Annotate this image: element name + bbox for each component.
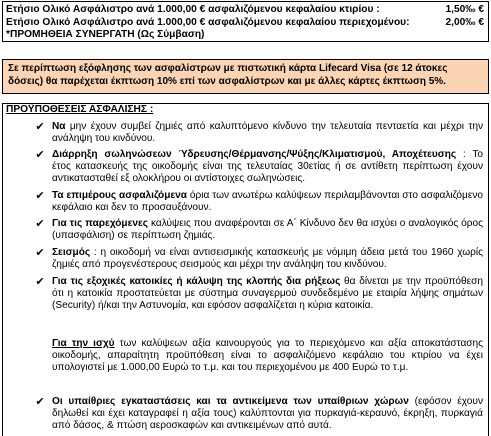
contents-rate-label: Ετήσιο Ολικό Ασφάλιστρο ανά 1.000,00 € ασφαλιζόμενου κεφαλαίου περιεχομένου: (6, 17, 410, 28)
condition-text: Σεισμός : η οικοδομή να είναι αντισεισμικής κατασκευής με νόμιμη άδεια μετά του 1960 χωρίς ζημιές από προγενέστερους σεισμούς και μέχρι την ανάληψη του κινδύνου. (52, 247, 483, 270)
checkmark-icon: ✔ (35, 190, 45, 202)
checkmark-icon: ✔ (35, 218, 45, 230)
lifecard-discount-note: Σε περίπτωση εξόφλησης των ασφαλίστρων με πιστωτική κάρτα Lifecard Visa (σε 12 άτοκες δόσεις) θα παρέχεται έκπτωση 10% επί των ασφαλίστρων και με άλλες κάρτες έκπτωση 5%. (2, 59, 489, 94)
building-rate-row (6, 4, 484, 16)
condition-text: Διάρρηξη σωληνώσεων Ύδρευσης/Θέρμανσης/Ψύξης/Κλιματισμού, Αποχέτευσης : Το έτος κατασκευής της οικοδομής είναι της τελευταίας 30ετίας ή σε αντίθετη περίπτωση έχουν αντικατασταθεί εξ ολοκλήρου οι αντίστοιχες σωληνώσεις. (52, 149, 484, 184)
commission-note: *ΠΡΟΜΗΘΕΙΑ ΣΥΝΕΡΓΑΤΗ (Ως Σύμβαση) (6, 29, 205, 40)
contents-rate-row (6, 17, 484, 29)
condition-text: Για τις παρεχόμενες καλύψεις που αναφέρονται σε Α΄ Κίνδυνο δεν θα ισχύει ο αναλογικός όρος (υπασφάλιση) σε περίπτωση ζημιάς. (52, 218, 483, 241)
checkmark-icon: ✔ (35, 247, 45, 259)
building-rate-value: 1,50‰ € (445, 4, 484, 15)
conditions-title: ΠΡΟΫΠΟΘΕΣΕΙΣ ΑΣΦΑΛΙΣΗΣ : (6, 104, 154, 115)
checkmark-icon: ✔ (35, 396, 45, 408)
condition-text: Οι υπαίθριες εγκαταστάσεις και τα αντικείμενα των υπαίθριων χώρων (εφόσον έχουν δηλωθεί και έχει καταγραφεί η αξία τους) καλύπτονται για πυρκαγιά-κεραυνό, έκρηξη, πυρκαγιά από δάσος, & πτώση αεροσκαφών και αντικειμένων από αυτά. (52, 396, 483, 431)
condition-text: Τα επιμέρους ασφαλιζόμενα όρια των ανωτέρω καλύψεων περιλαμβάνονται στο ασφαλιζόμενο κεφάλαιο και δεν το προσαυξάνουν. (52, 190, 483, 213)
premium-rates-box (2, 1, 489, 42)
condition-text: Να μην έχουν συμβεί ζημιές από καλυπτόμενο κίνδυνο την τελευταία πενταετία και μέχρι την ανάληψη του κινδύνου. (52, 121, 483, 144)
checkmark-icon: ✔ (35, 149, 45, 161)
building-rate-label: Ετήσιο Ολικό Ασφάλιστρο ανά 1.000,00 € ασφαλιζόμενου κεφαλαίου κτιρίου : (6, 4, 380, 15)
checkmark-icon: ✔ (35, 276, 45, 288)
checkmark-icon: ✔ (35, 121, 45, 133)
condition-text: Για τις εξοχικές κατοικίες ή κάλυψη της κλοπής δια ρήξεως θα δίνεται με την προϋπόθεση ότι η κατοικία προστατεύεται με σύστημα συναγερμού συνδεδεμένο με εταιρία λήψης σημάτων (Security) ή/και την Αστυνομία, και εφόσον ασφαλίζεται η κύρια κατοικία. (52, 276, 483, 311)
contents-rate-value: 2,00‰ € (445, 17, 484, 28)
value-requirement-text: Για την ισχύ των καλύψεων αξία καινουργούς για το περιεχόμενο και αξία αποκατάστασης οικοδομής, απαραίτητη προϋπόθεση είναι το ασφαλιζόμενο κεφάλαιο του κτιρίου να έχει υπολογιστεί με 1.000,00 Ευρώ το τ.μ. και του περιεχομένου με 400 Ευρώ το τ.μ. (52, 338, 483, 373)
insurance-conditions-box (2, 103, 489, 436)
